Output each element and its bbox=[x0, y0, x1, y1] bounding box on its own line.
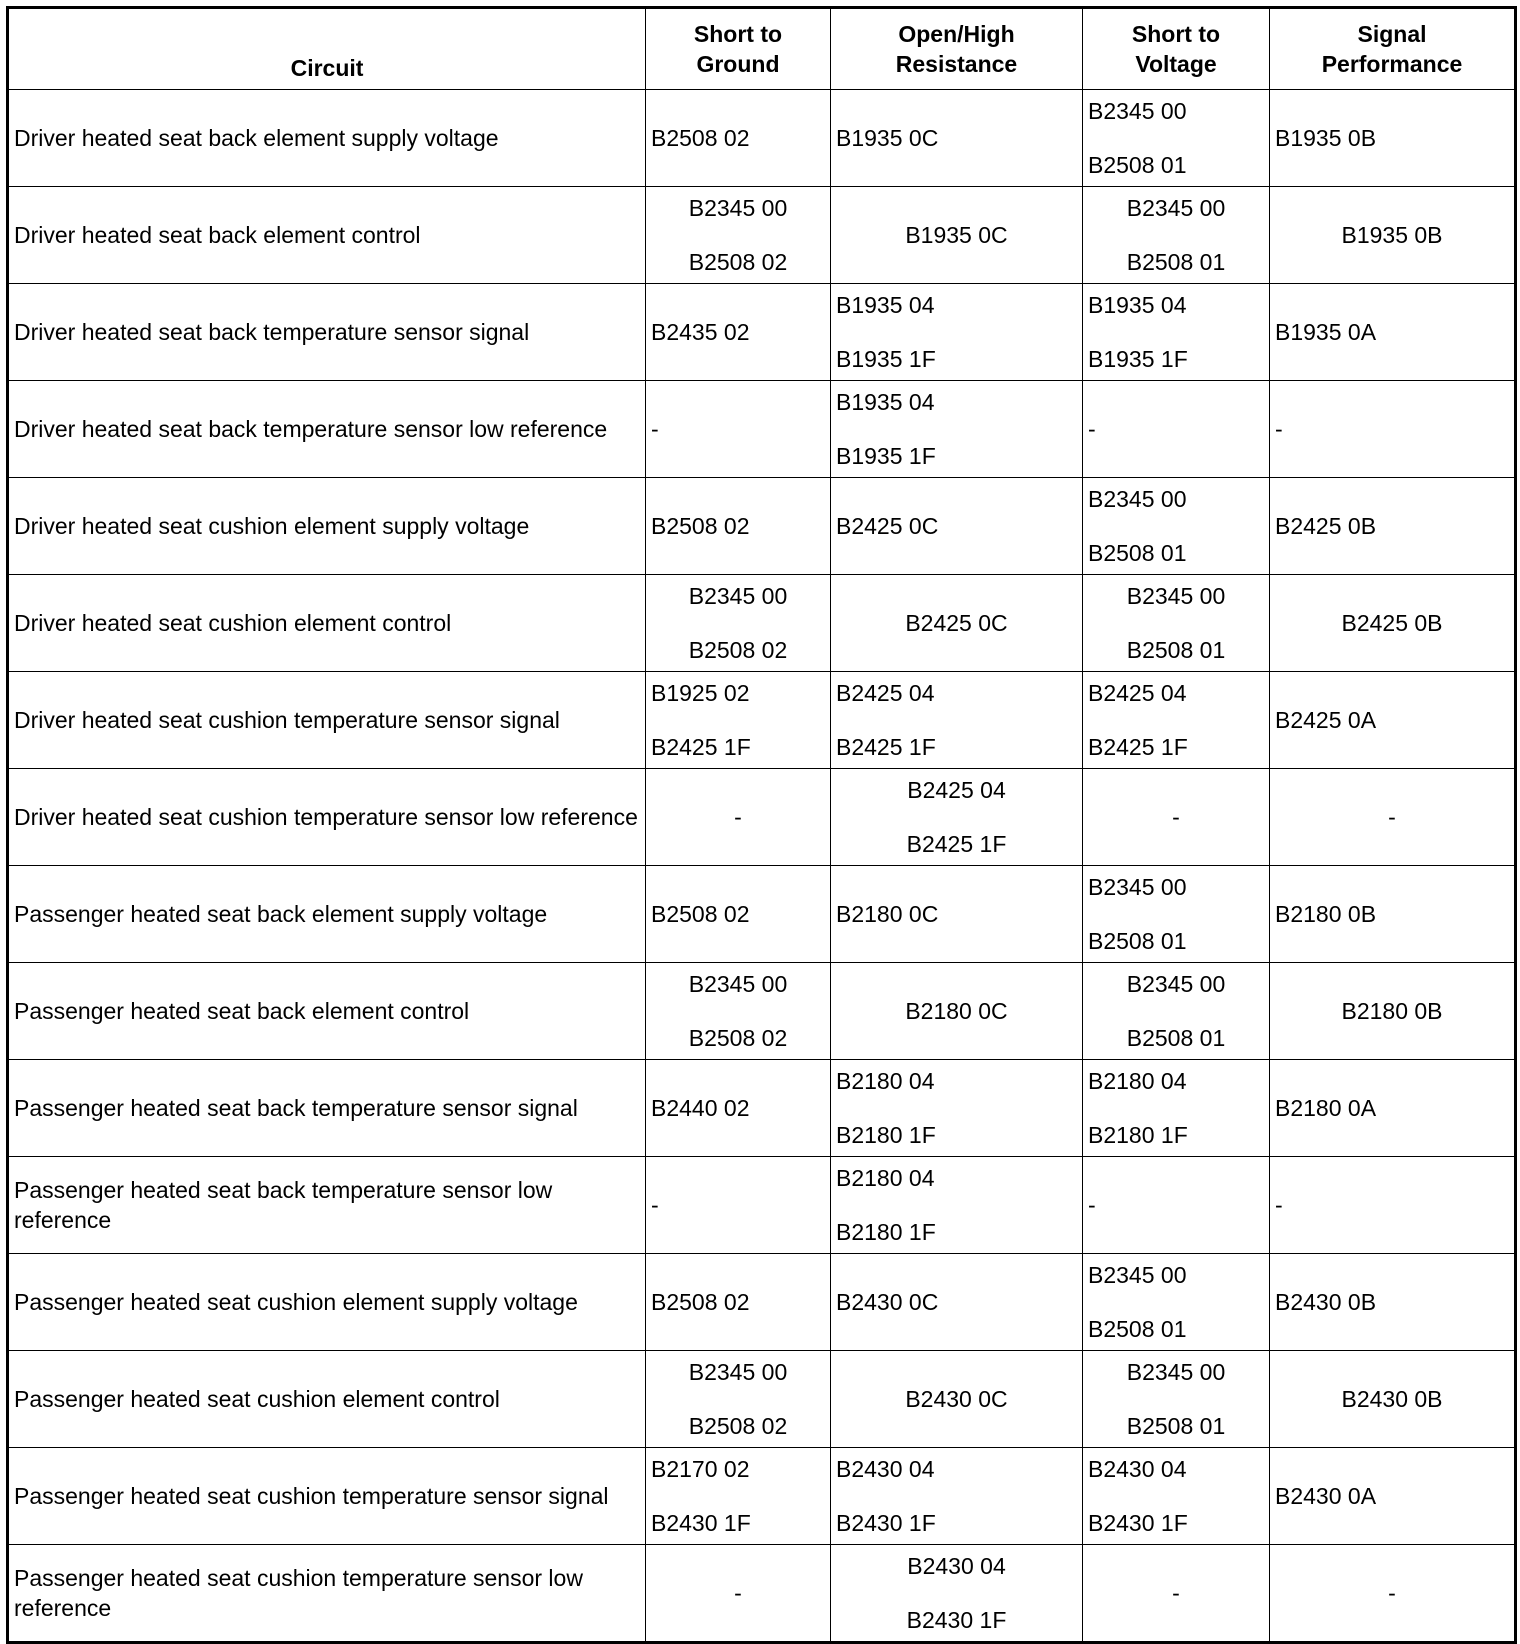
dtc-code: - bbox=[1388, 804, 1396, 830]
signal-performance-cell bbox=[1270, 1157, 1516, 1254]
dtc-code: B1935 0A bbox=[1275, 319, 1377, 345]
open-high-resistance-cell bbox=[831, 1254, 1083, 1351]
short-to-voltage-cell bbox=[1083, 1448, 1270, 1545]
dtc-code: B2430 0C bbox=[836, 1289, 939, 1315]
dtc-code-stack bbox=[1088, 1067, 1264, 1149]
short-to-voltage-cell bbox=[1083, 575, 1270, 672]
short-to-voltage-cell bbox=[1083, 1545, 1270, 1643]
dtc-circuit-table bbox=[6, 6, 1517, 1644]
dtc-code: - bbox=[1275, 416, 1283, 442]
dtc-code: B2435 02 bbox=[651, 319, 750, 345]
dtc-code: B2508 01 bbox=[1126, 249, 1226, 275]
short-to-ground-cell bbox=[646, 1545, 831, 1643]
table-row bbox=[8, 1545, 1516, 1643]
short-to-voltage-cell bbox=[1083, 187, 1270, 284]
dtc-code: B2170 02 bbox=[651, 1456, 750, 1482]
short-to-ground-cell bbox=[646, 963, 831, 1060]
dtc-code: B2345 00 bbox=[1088, 1262, 1187, 1288]
dtc-code: B2180 1F bbox=[836, 1122, 936, 1148]
dtc-code: B2425 04 bbox=[907, 777, 1006, 803]
short-to-voltage-cell bbox=[1083, 1157, 1270, 1254]
circuit-name-cell: Driver heated seat back temperature sensor signal bbox=[8, 284, 646, 381]
open-high-resistance-cell bbox=[831, 187, 1083, 284]
dtc-code: B2508 02 bbox=[688, 637, 788, 663]
dtc-code: B2430 0A bbox=[1275, 1483, 1377, 1509]
dtc-code: B2180 04 bbox=[1088, 1068, 1187, 1094]
dtc-code: - bbox=[734, 1580, 742, 1606]
dtc-code: B1935 04 bbox=[1088, 292, 1187, 318]
dtc-code: B2180 0A bbox=[1275, 1095, 1377, 1121]
circuit-name-cell: Passenger heated seat cushion temperature sensor signal bbox=[8, 1448, 646, 1545]
open-high-resistance-cell bbox=[831, 575, 1083, 672]
signal-performance-cell bbox=[1270, 1254, 1516, 1351]
table-row bbox=[8, 866, 1516, 963]
dtc-code: B2508 01 bbox=[1088, 152, 1187, 178]
dtc-code-stack bbox=[836, 679, 1077, 761]
dtc-code: B2430 1F bbox=[836, 1510, 936, 1536]
dtc-code: B2508 02 bbox=[688, 249, 788, 275]
dtc-code: B2430 1F bbox=[906, 1607, 1007, 1633]
dtc-code: B2508 01 bbox=[1126, 1413, 1226, 1439]
header-short-to-voltage: Short to Voltage bbox=[1083, 8, 1270, 90]
header-row bbox=[8, 8, 1516, 90]
dtc-code: B2425 04 bbox=[1088, 680, 1187, 706]
signal-performance-cell bbox=[1270, 866, 1516, 963]
dtc-code: - bbox=[651, 416, 659, 442]
dtc-code: - bbox=[734, 804, 742, 830]
circuit-name-cell: Passenger heated seat cushion element supply voltage bbox=[8, 1254, 646, 1351]
dtc-code: B2508 02 bbox=[651, 125, 750, 151]
short-to-ground-cell bbox=[646, 381, 831, 478]
dtc-code-stack bbox=[1088, 582, 1264, 664]
short-to-voltage-cell bbox=[1083, 866, 1270, 963]
circuit-name-cell: Driver heated seat cushion temperature sensor signal bbox=[8, 672, 646, 769]
circuit-name-cell: Driver heated seat cushion element supply voltage bbox=[8, 478, 646, 575]
open-high-resistance-cell bbox=[831, 1545, 1083, 1643]
dtc-code: B1935 1F bbox=[836, 346, 936, 372]
short-to-ground-cell bbox=[646, 1448, 831, 1545]
signal-performance-cell bbox=[1270, 1545, 1516, 1643]
dtc-code: B2345 00 bbox=[688, 195, 788, 221]
dtc-code: B2508 02 bbox=[651, 1289, 750, 1315]
open-high-resistance-cell bbox=[831, 1448, 1083, 1545]
dtc-code: B2425 0B bbox=[1341, 610, 1443, 636]
signal-performance-cell bbox=[1270, 963, 1516, 1060]
dtc-code: B2430 0B bbox=[1275, 1289, 1377, 1315]
signal-performance-cell bbox=[1270, 381, 1516, 478]
short-to-voltage-cell bbox=[1083, 1060, 1270, 1157]
dtc-code: B2345 00 bbox=[1088, 98, 1187, 124]
dtc-code: B2425 0C bbox=[905, 610, 1008, 636]
short-to-voltage-cell bbox=[1083, 381, 1270, 478]
dtc-code: B1935 0C bbox=[905, 222, 1008, 248]
short-to-voltage-cell bbox=[1083, 284, 1270, 381]
dtc-code: B1935 1F bbox=[836, 443, 936, 469]
dtc-code: B1935 0C bbox=[836, 125, 939, 151]
signal-performance-cell bbox=[1270, 769, 1516, 866]
table-row bbox=[8, 1351, 1516, 1448]
circuit-name-cell: Driver heated seat cushion temperature sensor low reference bbox=[8, 769, 646, 866]
dtc-code: - bbox=[1275, 1192, 1283, 1218]
dtc-code-stack bbox=[651, 679, 825, 761]
table-row bbox=[8, 1060, 1516, 1157]
dtc-code-stack bbox=[836, 1067, 1077, 1149]
circuit-name-cell: Passenger heated seat cushion temperature sensor low reference bbox=[8, 1545, 646, 1643]
dtc-code-stack bbox=[1088, 1261, 1264, 1343]
circuit-name-cell: Driver heated seat back temperature sensor low reference bbox=[8, 381, 646, 478]
short-to-ground-cell bbox=[646, 1254, 831, 1351]
open-high-resistance-cell bbox=[831, 1157, 1083, 1254]
dtc-code: B1935 04 bbox=[836, 292, 935, 318]
short-to-ground-cell bbox=[646, 866, 831, 963]
dtc-code: B2425 1F bbox=[1088, 734, 1188, 760]
dtc-code: - bbox=[1172, 804, 1180, 830]
dtc-code: B2180 0C bbox=[905, 998, 1008, 1024]
short-to-ground-cell bbox=[646, 1351, 831, 1448]
dtc-code: B2440 02 bbox=[651, 1095, 750, 1121]
header-short-to-ground: Short to Ground bbox=[646, 8, 831, 90]
short-to-ground-cell bbox=[646, 187, 831, 284]
short-to-voltage-cell bbox=[1083, 478, 1270, 575]
dtc-code: B2425 1F bbox=[906, 831, 1007, 857]
short-to-ground-cell bbox=[646, 478, 831, 575]
dtc-code: B2508 02 bbox=[688, 1025, 788, 1051]
open-high-resistance-cell bbox=[831, 769, 1083, 866]
dtc-code: B2425 0A bbox=[1275, 707, 1377, 733]
dtc-code-stack bbox=[1088, 291, 1264, 373]
dtc-code-stack bbox=[836, 776, 1077, 858]
dtc-code: B2345 00 bbox=[1088, 874, 1187, 900]
open-high-resistance-cell bbox=[831, 284, 1083, 381]
signal-performance-cell bbox=[1270, 575, 1516, 672]
dtc-code-stack bbox=[1088, 873, 1264, 955]
dtc-code-stack bbox=[651, 194, 825, 276]
dtc-code: B2180 0C bbox=[836, 901, 939, 927]
short-to-ground-cell bbox=[646, 90, 831, 187]
signal-performance-cell bbox=[1270, 478, 1516, 575]
table-row bbox=[8, 769, 1516, 866]
table-row bbox=[8, 1157, 1516, 1254]
dtc-code-stack bbox=[836, 1164, 1077, 1246]
signal-performance-cell bbox=[1270, 1060, 1516, 1157]
header-signal-performance: Signal Performance bbox=[1270, 8, 1516, 90]
table-body bbox=[8, 90, 1516, 1643]
dtc-code: B2180 1F bbox=[836, 1219, 936, 1245]
table-row bbox=[8, 381, 1516, 478]
dtc-code: B2345 00 bbox=[1126, 971, 1226, 997]
dtc-code: B2430 1F bbox=[1088, 1510, 1188, 1536]
signal-performance-cell bbox=[1270, 1448, 1516, 1545]
signal-performance-cell bbox=[1270, 672, 1516, 769]
open-high-resistance-cell bbox=[831, 90, 1083, 187]
dtc-code: B2508 01 bbox=[1088, 928, 1187, 954]
open-high-resistance-cell bbox=[831, 866, 1083, 963]
dtc-code: B2345 00 bbox=[1126, 583, 1226, 609]
dtc-code: B2425 0C bbox=[836, 513, 939, 539]
short-to-voltage-cell bbox=[1083, 769, 1270, 866]
dtc-code: B2508 01 bbox=[1126, 1025, 1226, 1051]
dtc-code: B2430 04 bbox=[1088, 1456, 1187, 1482]
dtc-code-stack bbox=[651, 970, 825, 1052]
dtc-code-stack bbox=[1088, 485, 1264, 567]
dtc-code: B2345 00 bbox=[688, 971, 788, 997]
dtc-code: B2180 0B bbox=[1341, 998, 1443, 1024]
open-high-resistance-cell bbox=[831, 672, 1083, 769]
dtc-code: B2425 0B bbox=[1275, 513, 1377, 539]
dtc-code: B2430 1F bbox=[651, 1510, 751, 1536]
dtc-code: B2430 0C bbox=[905, 1386, 1008, 1412]
short-to-voltage-cell bbox=[1083, 672, 1270, 769]
dtc-code: B2430 0B bbox=[1341, 1386, 1443, 1412]
dtc-code: - bbox=[1388, 1580, 1396, 1606]
header-open-high-resistance: Open/High Resistance bbox=[831, 8, 1083, 90]
dtc-code: B2430 04 bbox=[907, 1553, 1006, 1579]
table-row bbox=[8, 1254, 1516, 1351]
short-to-ground-cell bbox=[646, 672, 831, 769]
dtc-code: B2345 00 bbox=[688, 1359, 788, 1385]
circuit-name-cell: Driver heated seat back element control bbox=[8, 187, 646, 284]
open-high-resistance-cell bbox=[831, 381, 1083, 478]
dtc-code: B2345 00 bbox=[1126, 195, 1226, 221]
table-row bbox=[8, 187, 1516, 284]
dtc-code: B2430 04 bbox=[836, 1456, 935, 1482]
circuit-name-cell: Passenger heated seat back temperature sensor signal bbox=[8, 1060, 646, 1157]
short-to-ground-cell bbox=[646, 575, 831, 672]
short-to-voltage-cell bbox=[1083, 1254, 1270, 1351]
open-high-resistance-cell bbox=[831, 963, 1083, 1060]
dtc-code: B2345 00 bbox=[688, 583, 788, 609]
dtc-code: B2180 04 bbox=[836, 1165, 935, 1191]
dtc-code-stack bbox=[836, 291, 1077, 373]
dtc-code-stack bbox=[836, 1455, 1077, 1537]
dtc-code: B1925 02 bbox=[651, 680, 750, 706]
header-circuit: Circuit bbox=[8, 8, 646, 90]
circuit-name-cell: Passenger heated seat back element supply voltage bbox=[8, 866, 646, 963]
dtc-code: B2508 02 bbox=[688, 1413, 788, 1439]
dtc-code: B2508 02 bbox=[651, 513, 750, 539]
dtc-code-stack bbox=[651, 1455, 825, 1537]
circuit-name-cell: Passenger heated seat cushion element control bbox=[8, 1351, 646, 1448]
signal-performance-cell bbox=[1270, 187, 1516, 284]
dtc-code-stack bbox=[1088, 970, 1264, 1052]
dtc-code: B2180 1F bbox=[1088, 1122, 1188, 1148]
short-to-ground-cell bbox=[646, 1060, 831, 1157]
dtc-code-stack bbox=[836, 388, 1077, 470]
dtc-code-stack bbox=[651, 1358, 825, 1440]
dtc-code: B2180 0B bbox=[1275, 901, 1377, 927]
dtc-code: B1935 0B bbox=[1275, 125, 1377, 151]
table-row bbox=[8, 575, 1516, 672]
circuit-name-cell: Driver heated seat cushion element control bbox=[8, 575, 646, 672]
short-to-ground-cell bbox=[646, 1157, 831, 1254]
dtc-code: B2508 02 bbox=[651, 901, 750, 927]
dtc-code: B2508 01 bbox=[1088, 540, 1187, 566]
dtc-code-stack bbox=[1088, 194, 1264, 276]
dtc-code: B1935 1F bbox=[1088, 346, 1188, 372]
open-high-resistance-cell bbox=[831, 1351, 1083, 1448]
dtc-code-stack bbox=[1088, 679, 1264, 761]
dtc-code-stack bbox=[1088, 97, 1264, 179]
short-to-voltage-cell bbox=[1083, 90, 1270, 187]
table-row bbox=[8, 478, 1516, 575]
dtc-code: - bbox=[1088, 416, 1096, 442]
dtc-code: B2180 04 bbox=[836, 1068, 935, 1094]
dtc-code: B2508 01 bbox=[1126, 637, 1226, 663]
dtc-code: B2345 00 bbox=[1126, 1359, 1226, 1385]
table-row bbox=[8, 1448, 1516, 1545]
circuit-name-cell: Driver heated seat back element supply voltage bbox=[8, 90, 646, 187]
open-high-resistance-cell bbox=[831, 478, 1083, 575]
dtc-code: - bbox=[1172, 1580, 1180, 1606]
short-to-ground-cell bbox=[646, 769, 831, 866]
dtc-code: B2345 00 bbox=[1088, 486, 1187, 512]
dtc-code-stack bbox=[836, 1552, 1077, 1634]
dtc-code: B2425 04 bbox=[836, 680, 935, 706]
short-to-ground-cell bbox=[646, 284, 831, 381]
short-to-voltage-cell bbox=[1083, 963, 1270, 1060]
signal-performance-cell bbox=[1270, 90, 1516, 187]
dtc-code-stack bbox=[1088, 1358, 1264, 1440]
open-high-resistance-cell bbox=[831, 1060, 1083, 1157]
dtc-code: - bbox=[1088, 1192, 1096, 1218]
dtc-code: B1935 0B bbox=[1341, 222, 1443, 248]
dtc-code: B2425 1F bbox=[651, 734, 751, 760]
signal-performance-cell bbox=[1270, 1351, 1516, 1448]
circuit-name-cell: Passenger heated seat back element control bbox=[8, 963, 646, 1060]
table-row bbox=[8, 284, 1516, 381]
table-row bbox=[8, 672, 1516, 769]
dtc-code: B1935 04 bbox=[836, 389, 935, 415]
dtc-code: - bbox=[651, 1192, 659, 1218]
dtc-code-stack bbox=[651, 582, 825, 664]
short-to-voltage-cell bbox=[1083, 1351, 1270, 1448]
dtc-code-stack bbox=[1088, 1455, 1264, 1537]
table-row bbox=[8, 963, 1516, 1060]
table-row bbox=[8, 90, 1516, 187]
circuit-name-cell: Passenger heated seat back temperature sensor low reference bbox=[8, 1157, 646, 1254]
signal-performance-cell bbox=[1270, 284, 1516, 381]
dtc-code: B2508 01 bbox=[1088, 1316, 1187, 1342]
dtc-code: B2425 1F bbox=[836, 734, 936, 760]
